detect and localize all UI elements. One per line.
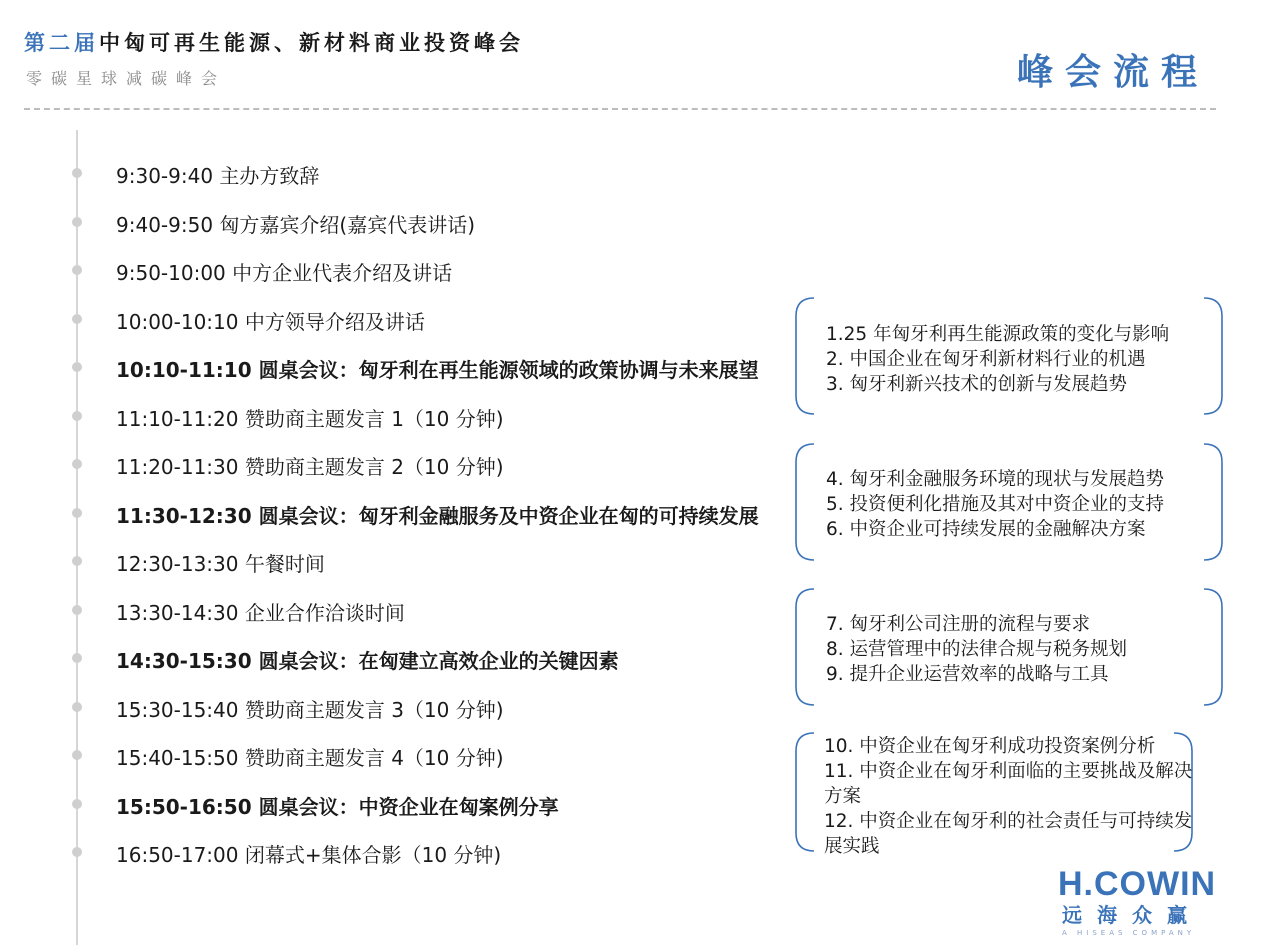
timeline-dot bbox=[72, 702, 82, 712]
timeline-dot bbox=[72, 362, 82, 372]
left-bracket bbox=[796, 733, 814, 851]
agenda-item-text: 13:30-14:30 企业合作洽谈时间 bbox=[116, 600, 405, 625]
topic-lines bbox=[824, 734, 1196, 859]
topic-line: 3. 匈牙利新兴技术的创新与发展趋势 bbox=[826, 374, 1128, 395]
agenda-item-text: 9:30-9:40 主办方致辞 bbox=[116, 164, 320, 188]
agenda-item-text: 16:50-17:00 闭幕式+集体合影（10 分钟) bbox=[116, 843, 502, 867]
agenda-item-text: 11:30-12:30 圆桌会议：匈牙利金融服务及中资企业在匈的可持续发展 bbox=[116, 503, 759, 528]
agenda-item-text: 15:30-15:40 赞助商主题发言 3（10 分钟) bbox=[116, 697, 504, 722]
logo-chinese: 远海众赢 bbox=[1062, 903, 1202, 927]
left-bracket bbox=[796, 298, 814, 414]
dashed-divider bbox=[24, 108, 1216, 110]
topic-line: 5. 投资便利化措施及其对中资企业的支持 bbox=[826, 494, 1165, 515]
topic-lines bbox=[826, 467, 1216, 542]
header-title bbox=[24, 27, 524, 57]
topic-line: 10. 中资企业在匈牙利成功投资案例分析 bbox=[824, 736, 1156, 757]
timeline-dot bbox=[72, 217, 82, 227]
timeline-dot bbox=[72, 168, 82, 178]
logo-brand: H.COWIN bbox=[1058, 865, 1217, 903]
topic-line: 8. 运营管理中的法律合规与税务规划 bbox=[826, 639, 1128, 660]
timeline-line bbox=[76, 130, 78, 945]
topic-line: 6. 中资企业可持续发展的金融解决方案 bbox=[826, 519, 1146, 540]
topic-line: 9. 提升企业运营效率的战略与工具 bbox=[826, 664, 1109, 685]
timeline-dot bbox=[72, 605, 82, 615]
agenda-item-text: 10:10-11:10 圆桌会议：匈牙利在再生能源领域的政策协调与未来展望 bbox=[116, 358, 759, 382]
topic-line: 11. 中资企业在匈牙利面临的主要挑战及解决方案 bbox=[824, 761, 1193, 807]
timeline-dot bbox=[72, 314, 82, 324]
company-logo bbox=[1058, 866, 1224, 938]
agenda-item-text: 9:40-9:50 匈方嘉宾介绍(嘉宾代表讲话) bbox=[116, 212, 476, 237]
agenda-item-text: 15:50-16:50 圆桌会议：中资企业在匈案例分享 bbox=[116, 794, 559, 819]
header-title-main: 中匈可再生能源、新材料商业投资峰会 bbox=[99, 31, 524, 55]
topic-line: 7. 匈牙利公司注册的流程与要求 bbox=[826, 614, 1091, 635]
agenda-item-text: 15:40-15:50 赞助商主题发言 4（10 分钟) bbox=[116, 746, 504, 770]
logo-tagline: A HISEAS COMPANY bbox=[1062, 929, 1196, 937]
agenda-item-text: 14:30-15:30 圆桌会议：在匈建立高效企业的关键因素 bbox=[116, 649, 619, 673]
agenda-item-text: 11:20-11:30 赞助商主题发言 2（10 分钟) bbox=[116, 455, 504, 479]
topic-line: 12. 中资企业在匈牙利的社会责任与可持续发展实践 bbox=[824, 811, 1193, 857]
agenda-item-text: 12:30-13:30 午餐时间 bbox=[116, 552, 325, 576]
header-subtitle: 零碳星球减碳峰会 bbox=[26, 69, 227, 88]
timeline-dot bbox=[72, 508, 82, 518]
header-title-accent: 第二届 bbox=[24, 31, 99, 55]
left-bracket bbox=[796, 444, 814, 560]
timeline-dot bbox=[72, 411, 82, 421]
timeline-dot bbox=[72, 459, 82, 469]
agenda-item-text: 10:00-10:10 中方领导介绍及讲话 bbox=[116, 309, 425, 334]
agenda-item-text: 9:50-10:00 中方企业代表介绍及讲话 bbox=[116, 261, 453, 285]
topic-lines bbox=[826, 612, 1216, 687]
page-heading: 峰会流程 bbox=[1016, 52, 1209, 93]
topic-line: 2. 中国企业在匈牙利新材料行业的机遇 bbox=[826, 349, 1146, 370]
left-bracket bbox=[796, 589, 814, 705]
timeline-dot bbox=[72, 265, 82, 275]
topic-line: 4. 匈牙利金融服务环境的现状与发展趋势 bbox=[826, 469, 1165, 490]
agenda-item-text: 11:10-11:20 赞助商主题发言 1（10 分钟) bbox=[116, 406, 504, 431]
timeline-dot bbox=[72, 847, 82, 857]
timeline-dot bbox=[72, 799, 82, 809]
timeline-dot bbox=[72, 653, 82, 663]
topic-lines bbox=[826, 322, 1216, 397]
timeline-dot bbox=[72, 750, 82, 760]
timeline-dot bbox=[72, 556, 82, 566]
topic-line: 1.25 年匈牙利再生能源政策的变化与影响 bbox=[826, 324, 1170, 345]
